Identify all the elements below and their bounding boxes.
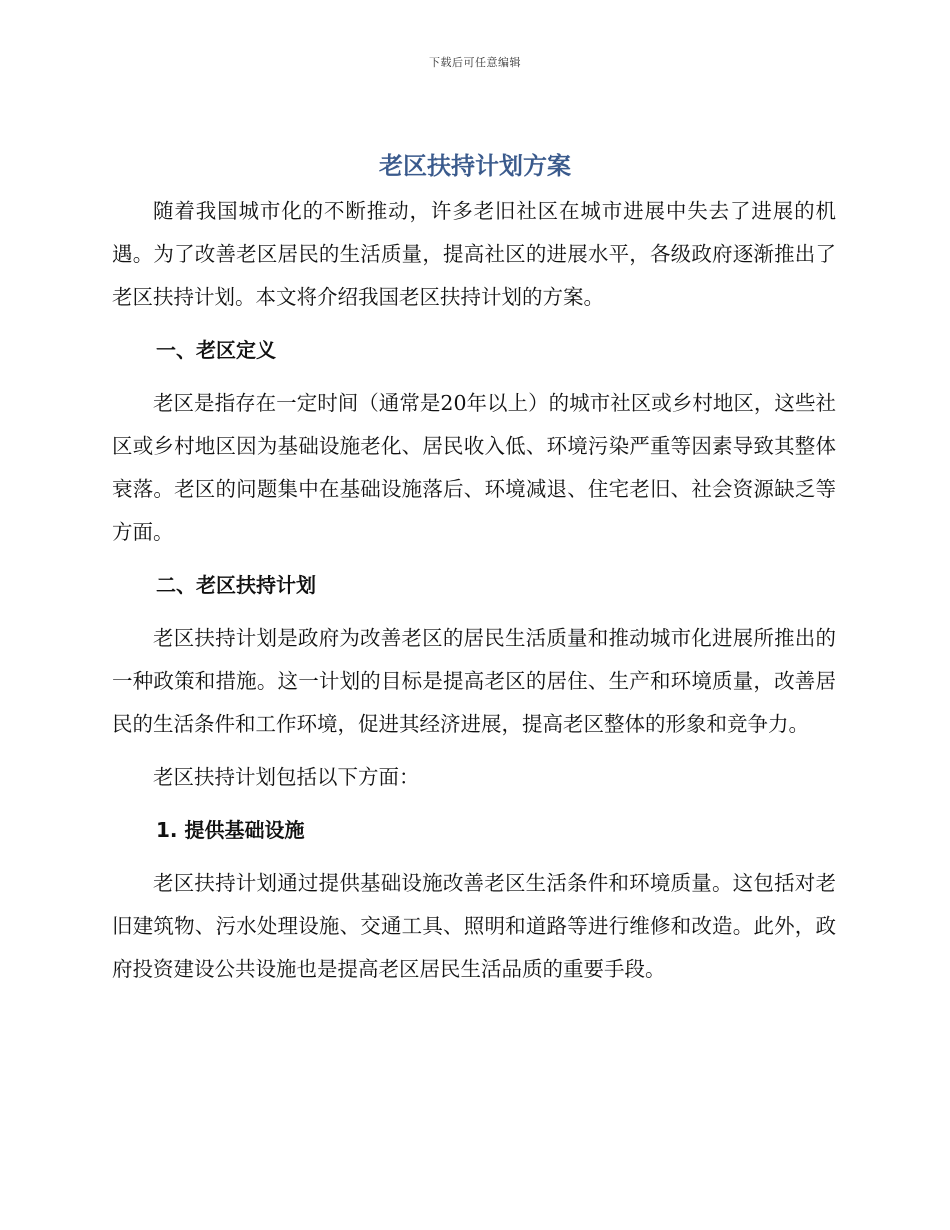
subsection-heading-infrastructure: 1. 提供基础设施: [156, 818, 305, 842]
section-heading-definition: 一、老区定义: [156, 338, 276, 362]
document-body: [112, 190, 836, 1001]
section-paragraph-plan: 老区扶持计划是政府为改善老区的居民生活质量和推动城市化进展所推出的一种政策和措施。这一计划的目标是提高老区的居住、生产和环境质量，改善居民的生活条件和工作环境，促进其经济进展，提高老区整体的形象和竞争力。: [112, 626, 836, 736]
section-heading-plan: 二、老区扶持计划: [156, 573, 316, 597]
subsection-paragraph-infrastructure: 老区扶持计划通过提供基础设施改善老区生活条件和环境质量。这包括对老旧建筑物、污水处理设施、交通工具、照明和道路等进行维修和改造。此外，政府投资建设公共设施也是提高老区居民生活品质的重要手段。: [112, 871, 836, 981]
document-title: 老区扶持计划方案: [379, 152, 571, 180]
section-paragraph-definition: 老区是指存在一定时间（通常是20年以上）的城市社区或乡村地区，这些社区或乡村地区因为基础设施老化、居民收入低、环境污染严重等因素导致其整体衰落。老区的问题集中在基础设施落后、环境减退、住宅老旧、社会资源缺乏等方面。: [112, 391, 836, 544]
intro-paragraph: 随着我国城市化的不断推动，许多老旧社区在城市进展中失去了进展的机遇。为了改善老区居民的生活质量，提高社区的进展水平，各级政府逐渐推出了老区扶持计划。本文将介绍我国老区扶持计划的方案。: [112, 199, 836, 309]
list-intro-paragraph: 老区扶持计划包括以下方面：: [153, 765, 420, 789]
header-note: 下载后可任意编辑: [429, 56, 521, 69]
